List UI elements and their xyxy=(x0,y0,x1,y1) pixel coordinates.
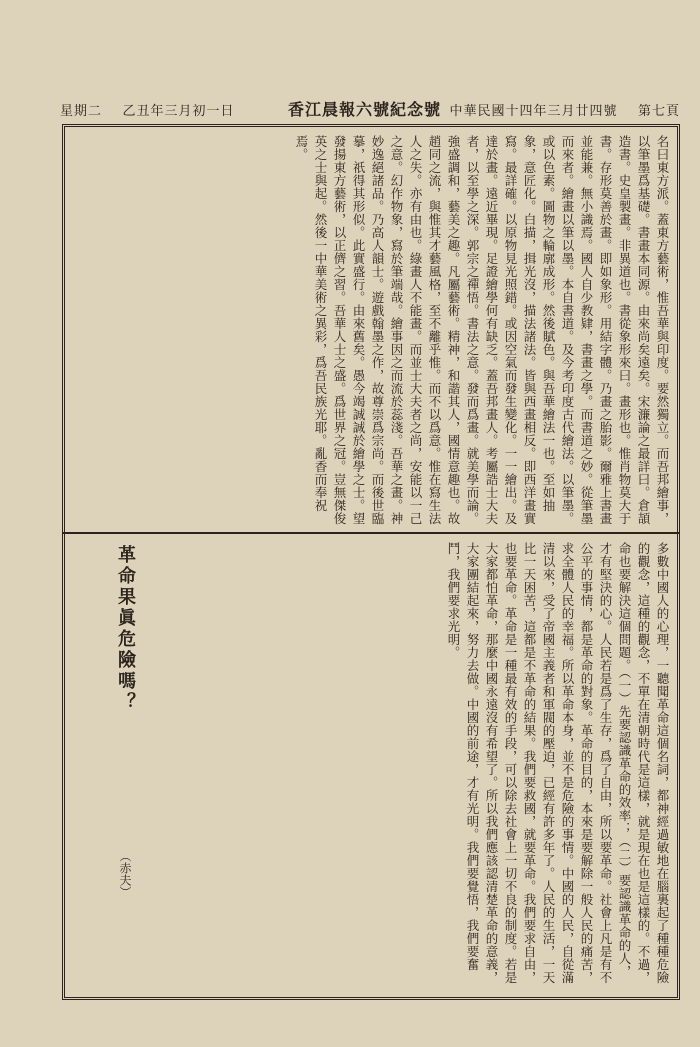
header-weekday: 星期二 xyxy=(60,104,103,119)
masthead: 香江晨報六號紀念號 xyxy=(288,100,442,119)
article-revolution-intro xyxy=(72,542,108,990)
article-revolution-title: 革命果眞危險嗎？ xyxy=(115,545,136,713)
header-page-number: 第七頁 xyxy=(637,104,680,119)
header-roc-date: 中華民國十四年三月廿四號 xyxy=(449,104,618,119)
article-art-body: 名曰東方派。蓋東方藝術，惟吾華與印度。要然獨立。而吾邦繪事，以筆墨爲基礎。書畫本同源。由來尚矣遠矣。宋濂論之最詳曰。倉頡造書。史皇製畫。非異道也。書從象形來曰。畫形也。惟肖物莫大于書。存形莫善於畫。即如象形。用結字體。乃畫之胎影。爾雅上書畫並能兼。無小識焉。國人自少教肄，書畫之學。而書道之妙。從筆墨而來者。繪畫以筆以墨。本自書道。及今考印度古代繪法。以筆墨。或以色素。圖物之輪廓成形。然後賦色。與吾華繪法一也。至如抽象，意匠化。白描，揖光沒，描法諸法。皆與西畫相反。即西洋畫實寫。最詳確。以原物見光照錯。或因空氣而發生變化。一一繪出。及達於畫。遠近畢現。足證繪學何有缺乏。蓋吾邦畫人。考屬誥士大夫者，以至學之深。郭宗之禪悟。書法之意。發而爲畫。就美學而論。強盛調和，藝美之趣。凡屬藝術。精神，和諧其人，國情意趣也。故趙同之流，與惟其才藝風格，至不離乎惟。而不以爲意。惟在寫生法人之失。亦有由也。綠畫人不能畫。而並士大夫者之尚，安能以一己之意。幻作物象，寫於筆端哉。繪事因之而流於蕊淺。吾華之畫。神妙逸絕諸品。乃高人韻士。遊戲翰墨之作，故尊崇爲宗尚。而後世臨摹，祇得其形似。此實盛行。由來舊矣。愚今竭誠誠於繪學之士。望發揚東方藝術，以正儕之習。吾華人士之盛。爲世界之冠。豈無傑俊英之士與起。然後一中華美術之異彩，爲吾民族光耶。亂香而奉祝焉。 xyxy=(294,135,670,525)
page-header xyxy=(60,96,680,122)
bottom-margin xyxy=(62,1000,680,1030)
header-lunar-date: 乙丑年三月初一日 xyxy=(122,104,235,119)
section-divider xyxy=(62,532,680,534)
header-roc-date-and-page xyxy=(449,100,680,119)
header-weekday-and-lunar-date xyxy=(60,100,235,119)
article-revolution-author: （赤夫） xyxy=(118,850,132,898)
article-revolution-body: 多數中國人的心理，一聽聞革命這個名詞，都神經過敏地在腦裏起了種種危險的觀念，這種的觀念，不單在清朝時代是這樣，就是現在也是這樣的。不過，命也要解決這個問題。（一）先要認識革命的效率；（二）要認識革命的人，才有堅決的心。人民若是爲了生存，爲了自由，所以要革命。社會上凡是有不公平的事情，都是革命的對象。革命的目的，本來是要解除一般人民的痛苦，求全體人民的幸福。所以革命本身，並不是危險的事情。中國的人民，自從滿清以來，受了帝國主義者和軍閥的壓迫，已經有許多年了。人民的生活，一天比一天困苦，這都是不革命的結果。我們要救國，就要革命。我們要求自由，也要革命。革命是一種最有效的手段，可以除去社會上一切不良的制度。若是大家都怕革命，那麼中國永遠沒有希望了。所以我們應該認清楚革命的意義，大家團結起來，努力去做。中國的前途，才有光明。我們要覺悟，我們要奮鬥，我們要求光明。 xyxy=(446,542,670,984)
